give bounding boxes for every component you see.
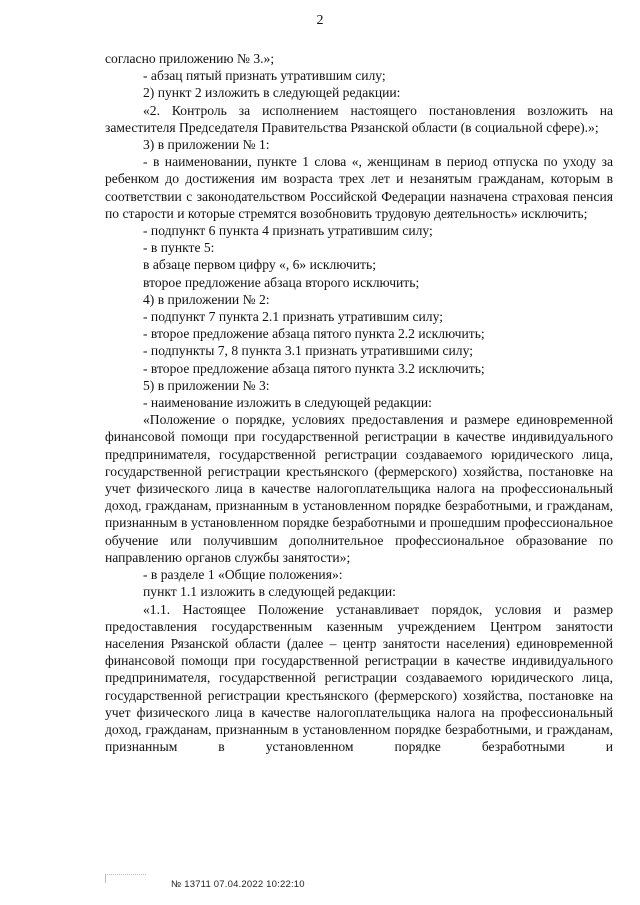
paragraph: 3) в приложении № 1: (143, 137, 270, 153)
paragraph: 2) пункт 2 изложить в следующей редакции: (143, 85, 401, 101)
paragraph: - второе предложение абзаца пятого пункта 2.2 исключить; (143, 326, 485, 342)
paragraph: 5) в приложении № 3: (143, 377, 270, 393)
registration-number: № 13711 07.04.2022 10:22:10 (171, 879, 305, 890)
paragraph: - второе предложение абзаца пятого пункта 3.2 исключить; (143, 360, 485, 376)
page-number: 2 (316, 13, 324, 28)
barcode-stamp-icon (105, 874, 161, 892)
footer (105, 872, 505, 896)
paragraph: 4) в приложении № 2: (143, 291, 270, 307)
paragraph: - в пункте 5: (143, 240, 215, 256)
paragraph: «2. Контроль за исполнением настоящего постановления возложить на заместителя Председателя Правительства Рязанской области (в социальной сфере).»; (105, 102, 613, 135)
paragraph: «Положение о порядке, условиях предоставления и размере единовременной финансовой помощи при государственной регистрации в качестве индивидуального предпринимателя, государственной регистрации создаваемого юридического лица, государственной регистрации крестьянского (фермерского) хозяйства, постановке на учет физического лица в качестве налогоплательщика налога на профессиональный доход, гражданам, признанным в установленном порядке безработными, и гражданам, признанным в установленном порядке безработными и прошедшим профессиональное обучение или получившим дополнительное профессиональное образование по направлению органов службы занятости»; (105, 412, 613, 565)
paragraph: - в наименовании, пункте 1 слова «, женщинам в период отпуска по уходу за ребенком до достижения им возраста трех лет и незанятым гражданам, которым в соответствии с законодательством Российской Федерации назначена страховая пенсия по старости и которые стремятся возобновить трудовую деятельность» исключить; (105, 154, 613, 221)
paragraph: - подпункт 6 пункта 4 признать утратившим силу; (143, 223, 433, 239)
paragraph: - подпункты 7, 8 пункта 3.1 признать утратившими силу; (143, 343, 473, 359)
paragraph: «1.1. Настоящее Положение устанавливает порядок, условия и размер предоставления государственным казенным учреждением Центром занятости населения Рязанской области (далее – центр занятости населения) единовременной финансовой помощи при государственной регистрации в качестве индивидуального предпринимателя, государственной регистрации создаваемого юридического лица, государственной регистрации крестьянского (фермерского) хозяйства, постановке на учет физического лица в качестве налогоплательщика налога на профессиональный доход, гражданам, признанным в установленном порядке безработными, и гражданам, признанным в установленном порядке безработными и (105, 601, 613, 755)
paragraph: согласно приложению № 3.»; (105, 51, 275, 66)
paragraph: в абзаце первом цифру «, 6» исключить; (143, 257, 376, 273)
paragraph: - абзац пятый признать утратившим силу; (143, 68, 386, 84)
paragraph: пункт 1.1 изложить в следующей редакции: (143, 584, 396, 600)
paragraph: - подпункт 7 пункта 2.1 признать утратившим силу; (143, 309, 443, 325)
paragraph: - наименование изложить в следующей редакции: (143, 395, 432, 411)
document-body (105, 50, 613, 755)
paragraph: второе предложение абзаца второго исключить; (143, 274, 420, 290)
paragraph: - в разделе 1 «Общие положения»: (143, 567, 343, 583)
